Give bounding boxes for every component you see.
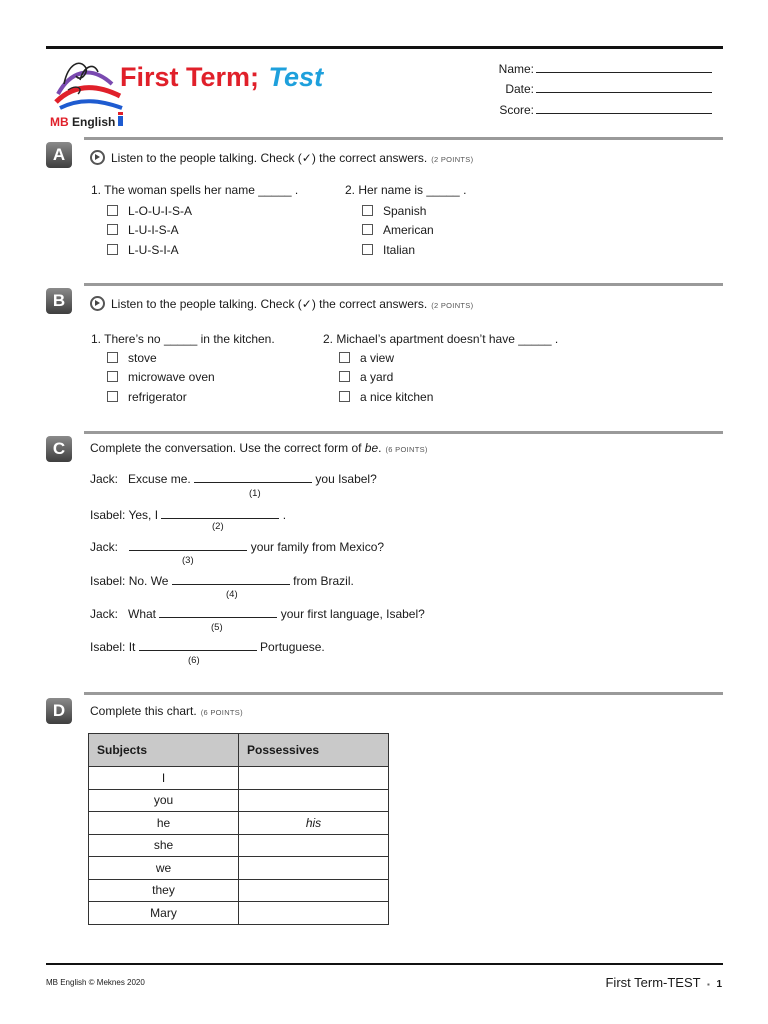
date-line[interactable] [536,82,712,93]
subject-cell: I [89,767,239,790]
score-line[interactable] [536,103,712,114]
section-d-rule [84,692,723,695]
question-a2: 2. Her name is _____ . [345,183,467,197]
subject-cell: she [89,834,239,857]
possessive-cell[interactable] [239,834,389,857]
mb-english-logo [50,54,130,130]
conversation-line-2 [90,508,286,522]
option-label: stove [128,351,157,365]
option-label: L-U-I-S-A [128,223,179,237]
option-label: refrigerator [128,390,187,404]
option-label: L-O-U-I-S-A [128,204,192,218]
table-row [89,767,389,790]
section-a-instruction [90,150,473,165]
table-row [89,857,389,880]
checkbox[interactable] [107,352,118,363]
date-field[interactable] [505,82,712,96]
option-label: Italian [383,243,416,257]
checkbox[interactable] [339,352,350,363]
points-label: (2 POINTS) [431,155,474,164]
footer-rule [46,963,723,965]
footer-copyright: MB English © Meknes 2020 [46,978,145,987]
section-c-instruction [90,441,428,455]
table-row [89,789,389,812]
date-label: Date: [505,82,534,96]
points-label: (6 POINTS) [200,708,243,717]
line-suffix: from Brazil. [293,574,354,588]
audio-play-icon[interactable] [90,296,105,311]
line-suffix: your family from Mexico? [250,540,385,554]
option-a1-3[interactable] [107,243,179,257]
question-a1: 1. The woman spells her name _____ . [91,183,299,197]
bullet-icon: ▪ [706,980,710,989]
section-b-rule [84,283,723,286]
blank-number-5: (5) [211,622,223,633]
name-line[interactable] [536,62,712,73]
possessive-cell[interactable] [239,767,389,790]
answer-blank-2[interactable] [161,508,279,519]
option-label: American [383,223,434,237]
instr-pre: Complete the conversation. Use the correct form of [90,441,365,455]
option-b1-2[interactable] [107,370,215,384]
instr-post: ) the correct answers. [311,297,428,311]
checkbox[interactable] [107,224,118,235]
conversation-line-5 [90,607,425,621]
title-test: Test [268,62,324,92]
instr-post: ) the correct answers. [311,151,428,165]
checkbox[interactable] [107,371,118,382]
table-row [89,902,389,925]
section-c-rule [84,431,723,434]
option-b2-2[interactable] [339,370,393,384]
name-field[interactable] [499,62,712,76]
question-b1: 1. There’s no _____ in the kitchen. [91,332,275,346]
points-label: (6 POINTS) [385,445,428,454]
line-prefix: Isabel: Yes, I [90,508,159,522]
checkbox[interactable] [107,205,118,216]
option-label: a yard [360,370,394,384]
section-b-badge: B [46,288,72,314]
score-field[interactable] [499,103,712,117]
header-subjects: Subjects [89,734,239,767]
score-label: Score: [499,103,534,117]
answer-blank-3[interactable] [129,540,247,551]
blank-number-6: (6) [188,655,200,666]
blank-number-2: (2) [212,521,224,532]
option-a2-3[interactable] [362,243,415,257]
subject-cell: he [89,812,239,835]
instr-em: be [364,441,379,455]
answer-blank-1[interactable] [194,472,312,483]
answer-blank-6[interactable] [139,640,257,651]
subject-cell: we [89,857,239,880]
name-label: Name: [498,62,534,76]
conversation-line-4 [90,574,354,588]
option-b1-3[interactable] [107,390,187,404]
conversation-line-6 [90,640,325,654]
option-label: Spanish [383,204,427,218]
footer-title: First Term-TEST [605,975,701,990]
instr-pre: Listen to the people talking. Check ( [111,297,302,311]
subject-cell: they [89,879,239,902]
blank-number-1: (1) [249,488,261,499]
instr-text: Complete this chart. [90,704,197,718]
option-label: a view [360,351,395,365]
line-prefix: Jack: Excuse me. [90,472,191,486]
header-possessives: Possessives [239,734,389,767]
line-suffix: Portuguese. [260,640,325,654]
possessive-cell[interactable] [239,902,389,925]
checkbox[interactable] [107,391,118,402]
option-a1-1[interactable] [107,204,192,218]
page-title [120,62,323,93]
option-label: a nice kitchen [360,390,434,404]
checkbox[interactable] [107,244,118,255]
conversation-line-3 [90,540,384,554]
points-label: (2 POINTS) [431,301,474,310]
line-suffix: your first language, Isabel? [280,607,425,621]
line-prefix: Jack: [90,540,119,554]
option-b2-1[interactable] [339,351,394,365]
checkbox[interactable] [362,224,373,235]
svg-text:MB English: MB English [50,115,116,129]
question-b2: 2. Michael’s apartment doesn’t have _____ . [323,332,559,346]
answer-blank-5[interactable] [159,607,277,618]
subject-cell: you [89,789,239,812]
section-a-rule [84,137,723,140]
table-row [89,834,389,857]
section-d-instruction [90,704,243,718]
section-d-badge: D [46,698,72,724]
possessive-cell: his [239,812,389,835]
option-a1-2[interactable] [107,223,179,237]
page-number: 1 [716,979,722,990]
instr-pre: Listen to the people talking. Check ( [111,151,302,165]
option-label: L-U-S-I-A [128,243,179,257]
table-row [89,879,389,902]
instr-post: . [378,441,382,455]
possessive-cell[interactable] [239,789,389,812]
blank-number-4: (4) [226,589,238,600]
blank-number-3: (3) [182,555,194,566]
option-a2-1[interactable] [362,204,426,218]
checkbox[interactable] [362,205,373,216]
title-main: First Term; [120,62,260,92]
answer-blank-4[interactable] [172,574,290,585]
section-a-badge: A [46,142,72,168]
possessive-cell[interactable] [239,879,389,902]
possessive-cell[interactable] [239,857,389,880]
check-mark-icon: ✓ [301,297,312,311]
check-mark-icon: ✓ [301,151,312,165]
checkbox[interactable] [339,391,350,402]
footer-page-info [605,975,722,990]
section-b-instruction [90,296,473,311]
section-c-badge: C [46,436,72,462]
line-prefix: Isabel: It [90,640,136,654]
checkbox[interactable] [339,371,350,382]
line-prefix: Jack: What [90,607,157,621]
top-rule [46,46,723,49]
option-a2-2[interactable] [362,223,434,237]
table-row [89,812,389,835]
line-suffix: . [282,508,287,522]
chart-header-row [89,734,389,767]
option-label: microwave oven [128,370,215,384]
line-suffix: you Isabel? [315,472,377,486]
option-b2-3[interactable] [339,390,433,404]
subject-cell: Mary [89,902,239,925]
option-b1-1[interactable] [107,351,157,365]
audio-play-icon[interactable] [90,150,105,165]
conversation-line-1 [90,472,377,486]
checkbox[interactable] [362,244,373,255]
possessives-chart [88,733,389,925]
line-prefix: Isabel: No. We [90,574,169,588]
